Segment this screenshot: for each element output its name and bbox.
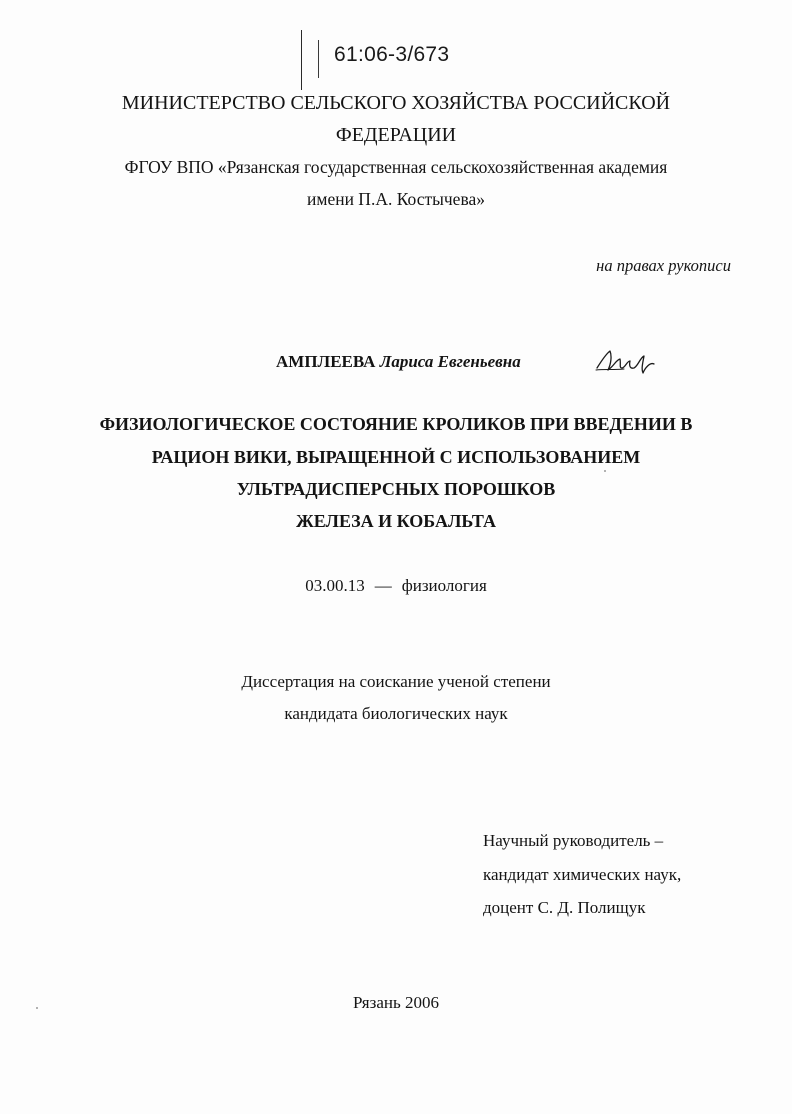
specialty-name: физиология	[401, 576, 487, 595]
author-given-names: Лариса Евгеньевна	[379, 352, 521, 371]
institution-line-2: имени П.А. Костычева»	[307, 189, 485, 209]
author-surname: АМПЛЕЕВА	[276, 352, 376, 371]
degree-line-2: кандидата биологических наук	[284, 704, 508, 723]
specialty	[0, 576, 792, 596]
supervisor-line-2: кандидат химических наук,	[483, 865, 682, 884]
specialty-code: 03.00.13	[305, 576, 365, 595]
author-name	[276, 352, 521, 372]
ministry-line-1: МИНИСТЕРСТВО СЕЛЬСКОГО ХОЗЯЙСТВА РОССИЙСКОЙ	[121, 92, 671, 114]
scan-speck	[36, 1007, 38, 1009]
scan-speck	[604, 470, 606, 472]
degree-line-1: Диссертация на соискание ученой степени	[241, 672, 551, 691]
supervisor-line-3: доцент С. Д. Полищук	[483, 898, 646, 917]
archive-stamp-line	[301, 30, 302, 90]
dissertation-title-line: ФИЗИОЛОГИЧЕСКОЕ СОСТОЯНИЕ КРОЛИКОВ ПРИ ВВЕДЕНИИ В	[99, 414, 693, 434]
author-signature	[594, 346, 658, 376]
ministry-line-2: ФЕДЕРАЦИИ	[335, 124, 457, 146]
archive-stamp-line	[318, 40, 319, 78]
dissertation-title-line: РАЦИОН ВИКИ, ВЫРАЩЕННОЙ С ИСПОЛЬЗОВАНИЕМ	[151, 447, 641, 467]
dissertation-title-line: УЛЬТРАДИСПЕРСНЫХ ПОРОШКОВ	[236, 479, 556, 499]
specialty-separator: —	[374, 576, 392, 595]
manuscript-note: на правах рукописи	[596, 256, 731, 275]
supervisor-line-1: Научный руководитель –	[483, 831, 664, 850]
institution-line-1: ФГОУ ВПО «Рязанская государственная сельскохозяйственная академия	[124, 157, 668, 177]
dissertation-title-line: ЖЕЛЕЗА И КОБАЛЬТА	[295, 511, 497, 531]
city-year: Рязань 2006	[353, 993, 439, 1012]
archive-code: 61:06-3/673	[334, 43, 450, 66]
